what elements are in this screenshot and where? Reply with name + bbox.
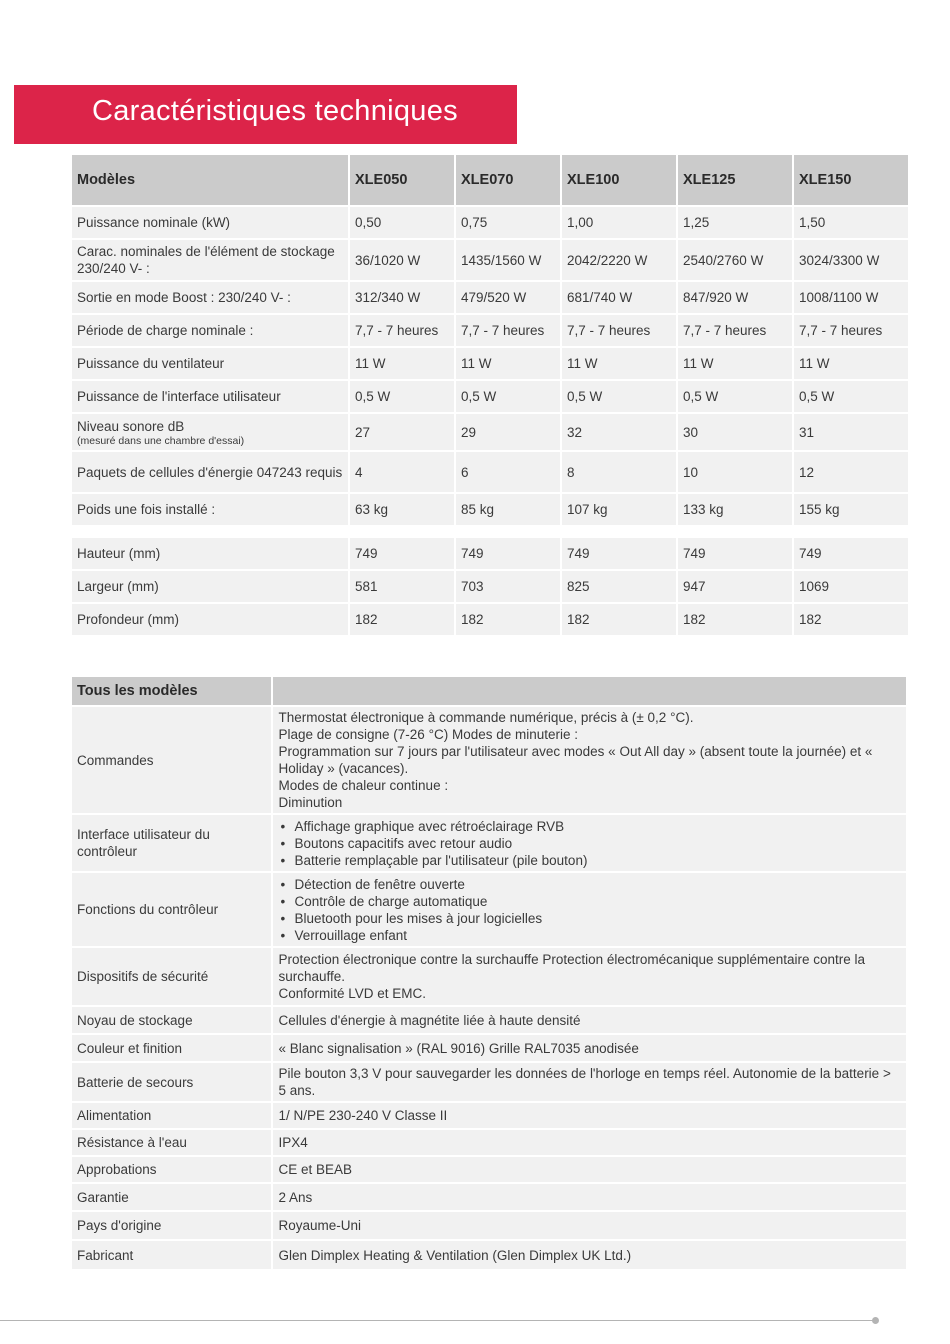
table-row: [72, 282, 908, 313]
cell-value: 36/1020 W: [350, 240, 454, 280]
bullet-list: [278, 818, 902, 869]
row-label: Pays d'origine: [72, 1212, 271, 1239]
table-row: [72, 948, 906, 1005]
table-row: [72, 348, 908, 379]
cell-value: 2042/2220 W: [562, 240, 676, 280]
list-item: • Affichage graphique avec rétroéclairage RVB: [278, 818, 902, 835]
text-line: Programmation sur 7 jours par l'utilisateur avec modes « Out All day » (absent toute la journée) et « Holiday » (vacances).: [278, 744, 873, 776]
table-row: [72, 1241, 906, 1269]
cell-value: 1435/1560 W: [456, 240, 560, 280]
cell-value: 749: [456, 538, 560, 569]
text-line: Protection électronique contre la surchauffe Protection électromécanique supplémentaire contre la surchauffe.: [278, 952, 866, 984]
cell-value: 7,7 - 7 heures: [678, 315, 792, 346]
cell-value: 7,7 - 7 heures: [562, 315, 676, 346]
cell-value: 10: [678, 452, 792, 492]
cell-value: 7,7 - 7 heures: [794, 315, 908, 346]
cell-value: 0,5 W: [794, 381, 908, 412]
bullet-list: [278, 876, 902, 944]
cell-value: 0,75: [456, 207, 560, 238]
cell-value: « Blanc signalisation » (RAL 9016) Grille RAL7035 anodisée: [273, 1035, 906, 1061]
row-label: Résistance à l'eau: [72, 1130, 271, 1155]
table-row: [72, 707, 906, 813]
cell-value: IPX4: [273, 1130, 906, 1155]
header-xle125: XLE125: [678, 155, 792, 205]
row-label: Paquets de cellules d'énergie 047243 requis: [72, 452, 348, 492]
text-line: Conformité LVD et EMC.: [278, 986, 427, 1001]
header-all-models: Tous les modèles: [72, 677, 271, 705]
all-models-header-row: [72, 677, 906, 705]
cell-value: 0,5 W: [678, 381, 792, 412]
cell-value: 947: [678, 571, 792, 602]
row-label: Couleur et finition: [72, 1035, 271, 1061]
cell-value: 12: [794, 452, 908, 492]
row-label: Alimentation: [72, 1103, 271, 1128]
cell-value: 1008/1100 W: [794, 282, 908, 313]
dimensions-table: [70, 536, 910, 637]
header-models: Modèles: [72, 155, 348, 205]
cell-value: 11 W: [456, 348, 560, 379]
cell-value: 182: [456, 604, 560, 635]
row-label: Puissance de l'interface utilisateur: [72, 381, 348, 412]
row-label: Interface utilisateur du contrôleur: [72, 815, 271, 871]
cell-value: 11 W: [562, 348, 676, 379]
table-row: [72, 240, 908, 280]
cell-value: 27: [350, 414, 454, 450]
table-row: [72, 381, 908, 412]
cell-value: 847/920 W: [678, 282, 792, 313]
row-label: Poids une fois installé :: [72, 494, 348, 525]
table-row: [72, 571, 908, 602]
list-item: • Bluetooth pour les mises à jour logicielles: [278, 910, 902, 927]
text-line: Modes de chaleur continue :: [278, 778, 449, 793]
cell-value: 63 kg: [350, 494, 454, 525]
table-row: [72, 1007, 906, 1033]
cell-value: 681/740 W: [562, 282, 676, 313]
table-row: [72, 494, 908, 525]
cell-value: 182: [794, 604, 908, 635]
cell-value: 749: [794, 538, 908, 569]
row-label: Puissance nominale (kW): [72, 207, 348, 238]
cell-value: 11 W: [794, 348, 908, 379]
cell-value: 749: [678, 538, 792, 569]
cell-value: 1,00: [562, 207, 676, 238]
table-row: [72, 815, 906, 871]
row-label-note: (mesuré dans une chambre d'essai): [77, 434, 245, 447]
cell-value: [273, 873, 906, 946]
cell-value: 749: [350, 538, 454, 569]
cell-value: 0,50: [350, 207, 454, 238]
header-xle050: XLE050: [350, 155, 454, 205]
table-row: [72, 414, 908, 450]
cell-value: 107 kg: [562, 494, 676, 525]
section-banner: [14, 85, 517, 144]
cell-value: 85 kg: [456, 494, 560, 525]
cell-value: [273, 948, 906, 1005]
list-item: • Verrouillage enfant: [278, 927, 902, 944]
row-label: Batterie de secours: [72, 1063, 271, 1101]
cell-value: Cellules d'énergie à magnétite liée à haute densité: [273, 1007, 906, 1033]
list-item: • Détection de fenêtre ouverte: [278, 876, 902, 893]
cell-value: Pile bouton 3,3 V pour sauvegarder les données de l'horloge en temps réel. Autonomie de la batterie > 5 ans.: [273, 1063, 906, 1101]
row-label: Garantie: [72, 1184, 271, 1210]
list-item: • Contrôle de charge automatique: [278, 893, 902, 910]
cell-value: 479/520 W: [456, 282, 560, 313]
row-label: Fonctions du contrôleur: [72, 873, 271, 946]
row-label: Fabricant: [72, 1241, 271, 1269]
models-table: [70, 153, 910, 527]
cell-value: 182: [350, 604, 454, 635]
cell-value: 32: [562, 414, 676, 450]
cell-value: 3024/3300 W: [794, 240, 908, 280]
footer-dot: [872, 1317, 879, 1324]
row-label-text: Niveau sonore dB: [77, 418, 185, 434]
cell-value: 30: [678, 414, 792, 450]
cell-value: 7,7 - 7 heures: [350, 315, 454, 346]
header-xle150: XLE150: [794, 155, 908, 205]
cell-value: 1069: [794, 571, 908, 602]
cell-value: 133 kg: [678, 494, 792, 525]
table-row: [72, 604, 908, 635]
cell-value: 0,5 W: [562, 381, 676, 412]
cell-value: 4: [350, 452, 454, 492]
cell-value: 29: [456, 414, 560, 450]
text-line: Thermostat électronique à commande numérique, précis à (± 0,2 °C).: [278, 710, 694, 725]
row-label: Profondeur (mm): [72, 604, 348, 635]
row-label: Largeur (mm): [72, 571, 348, 602]
list-item: • Boutons capacitifs avec retour audio: [278, 835, 902, 852]
cell-value: 11 W: [350, 348, 454, 379]
row-label: [72, 414, 348, 450]
header-xle070: XLE070: [456, 155, 560, 205]
table-row: [72, 1212, 906, 1239]
header-empty: [273, 677, 906, 705]
cell-value: Royaume-Uni: [273, 1212, 906, 1239]
models-header-row: [72, 155, 908, 205]
table-row: [72, 1035, 906, 1061]
cell-value: Glen Dimplex Heating & Ventilation (Glen Dimplex UK Ltd.): [273, 1241, 906, 1269]
cell-value: 6: [456, 452, 560, 492]
cell-value: 182: [562, 604, 676, 635]
row-label: Carac. nominales de l'élément de stockage 230/240 V- :: [72, 240, 348, 280]
row-label: Approbations: [72, 1157, 271, 1182]
page-title: Caractéristiques techniques: [92, 95, 458, 127]
row-label: Dispositifs de sécurité: [72, 948, 271, 1005]
table-row: [72, 1063, 906, 1101]
table-row: [72, 1130, 906, 1155]
cell-value: 0,5 W: [456, 381, 560, 412]
header-xle100: XLE100: [562, 155, 676, 205]
cell-value: [273, 707, 906, 813]
cell-value: 155 kg: [794, 494, 908, 525]
cell-value: 182: [678, 604, 792, 635]
cell-value: 11 W: [678, 348, 792, 379]
cell-value: 312/340 W: [350, 282, 454, 313]
table-row: [72, 1157, 906, 1182]
table-row: [72, 207, 908, 238]
cell-value: 825: [562, 571, 676, 602]
row-label: Hauteur (mm): [72, 538, 348, 569]
list-item: • Batterie remplaçable par l'utilisateur (pile bouton): [278, 852, 902, 869]
text-line: Diminution: [278, 795, 343, 810]
table-row: [72, 538, 908, 569]
table-row: [72, 1184, 906, 1210]
cell-value: 749: [562, 538, 676, 569]
row-label: Noyau de stockage: [72, 1007, 271, 1033]
row-label: Commandes: [72, 707, 271, 813]
cell-value: 2 Ans: [273, 1184, 906, 1210]
cell-value: 0,5 W: [350, 381, 454, 412]
cell-value: 703: [456, 571, 560, 602]
text-line: Plage de consigne (7-26 °C) Modes de minuterie :: [278, 727, 579, 742]
table-row: [72, 1103, 906, 1128]
cell-value: 31: [794, 414, 908, 450]
row-label: Sortie en mode Boost : 230/240 V- :: [72, 282, 348, 313]
cell-value: 1,50: [794, 207, 908, 238]
cell-value: 8: [562, 452, 676, 492]
footer-divider: [0, 1320, 874, 1321]
all-models-table: [70, 675, 908, 1271]
cell-value: 1/ N/PE 230-240 V Classe II: [273, 1103, 906, 1128]
table-row: [72, 315, 908, 346]
cell-value: 2540/2760 W: [678, 240, 792, 280]
cell-value: 7,7 - 7 heures: [456, 315, 560, 346]
cell-value: [273, 815, 906, 871]
cell-value: CE et BEAB: [273, 1157, 906, 1182]
table-row: [72, 873, 906, 946]
table-row: [72, 452, 908, 492]
cell-value: 581: [350, 571, 454, 602]
row-label: Puissance du ventilateur: [72, 348, 348, 379]
row-label: Période de charge nominale :: [72, 315, 348, 346]
cell-value: 1,25: [678, 207, 792, 238]
